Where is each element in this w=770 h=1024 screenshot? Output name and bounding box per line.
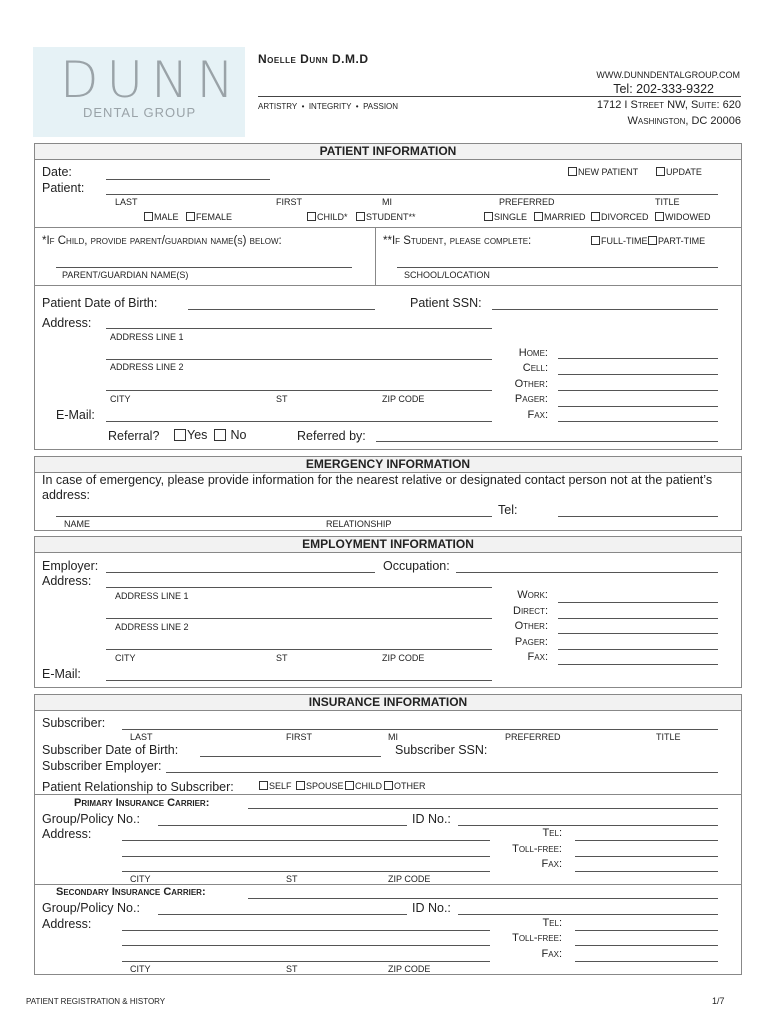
divider-vertical — [375, 228, 376, 285]
footer-title: PATIENT REGISTRATION & HISTORY — [26, 997, 166, 1006]
rel-other-checkbox[interactable]: OTHER — [384, 781, 426, 791]
checkbox-icon[interactable] — [655, 212, 664, 221]
checkbox-icon[interactable] — [307, 212, 316, 221]
secondary-address-line1-field[interactable] — [122, 930, 490, 931]
primary-tollfree-label: Toll-free: — [512, 843, 562, 855]
employment-address-label: Address: — [42, 574, 92, 588]
emergency-tel-field[interactable] — [558, 516, 718, 517]
new-patient-checkbox[interactable]: NEW PATIENT — [568, 167, 638, 177]
primary-carrier-field[interactable] — [248, 808, 718, 809]
referral-yes-checkbox[interactable]: Yes — [174, 428, 207, 442]
part-time-checkbox[interactable]: PART-TIME — [648, 236, 705, 246]
secondary-carrier-field[interactable] — [248, 898, 718, 899]
doctor-name: Noelle Dunn D.M.D — [258, 52, 369, 66]
subscriber-ssn-label: Subscriber SSN: — [395, 743, 488, 757]
zip-caption: ZIP CODE — [382, 394, 425, 404]
secondary-city-field[interactable] — [122, 961, 490, 962]
name-part-preferred: PREFERRED — [499, 197, 555, 207]
address-line1-field[interactable] — [106, 328, 492, 329]
checkbox-icon[interactable] — [186, 212, 195, 221]
employment-fax-label: Fax: — [527, 651, 548, 663]
checkbox-icon[interactable] — [345, 781, 354, 790]
update-checkbox[interactable]: UPDATE — [656, 167, 702, 177]
rel-child-checkbox[interactable]: CHILD — [345, 781, 382, 791]
employment-pager-field[interactable] — [558, 649, 718, 650]
website[interactable]: WWW.DUNNDENTALGROUP.COM — [596, 70, 740, 80]
primary-group-label: Group/Policy No.: — [42, 812, 140, 826]
secondary-id-field[interactable] — [458, 914, 718, 915]
primary-city-field[interactable] — [122, 871, 490, 872]
cell-field[interactable] — [558, 374, 718, 375]
referred-by-label: Referred by: — [297, 429, 366, 443]
secondary-fax-field[interactable] — [575, 961, 718, 962]
primary-st-caption: ST — [286, 874, 298, 884]
emergency-instructions: In case of emergency, please provide information for the nearest relative or designated contact person not at the patient’s address: — [42, 473, 713, 502]
checkbox-icon[interactable] — [484, 212, 493, 221]
secondary-zip-caption: ZIP CODE — [388, 964, 431, 974]
employment-st-caption: ST — [276, 653, 288, 663]
divider — [34, 227, 741, 228]
rel-spouse-checkbox[interactable]: SPOUSE — [296, 781, 344, 791]
dob-label: Patient Date of Birth: — [42, 296, 158, 310]
school-caption: SCHOOL/LOCATION — [404, 270, 490, 280]
secondary-carrier-label: Secondary Insurance Carrier: — [56, 886, 206, 898]
subscriber-label: Subscriber: — [42, 716, 106, 730]
primary-tel-field[interactable] — [575, 840, 718, 841]
child-note: *If Child, provide parent/guardian name(s) below: — [42, 235, 282, 247]
secondary-city-caption: CITY — [130, 964, 151, 974]
checkbox-icon[interactable] — [356, 212, 365, 221]
checkbox-icon[interactable] — [296, 781, 305, 790]
primary-address-label: Address: — [42, 827, 92, 841]
emergency-name-caption: NAME — [64, 519, 91, 529]
direct-field[interactable] — [558, 618, 718, 619]
address-line2-field[interactable] — [106, 359, 492, 360]
tagline: ARTISTRY • INTEGRITY • PASSION — [258, 102, 399, 111]
relationship-label: Patient Relationship to Subscriber: — [42, 780, 234, 794]
employer-label: Employer: — [42, 559, 99, 573]
guardian-field[interactable] — [56, 267, 352, 268]
employment-fax-field[interactable] — [558, 664, 718, 665]
referral-label: Referral? — [108, 429, 160, 443]
employment-address-line2-field[interactable] — [106, 618, 492, 619]
city-field[interactable] — [106, 390, 492, 391]
employment-city-caption: CITY — [115, 653, 136, 663]
employment-address-line1-field[interactable] — [106, 587, 492, 588]
secondary-st-caption: ST — [286, 964, 298, 974]
checkbox-icon[interactable] — [214, 429, 226, 441]
dob-field[interactable] — [188, 309, 375, 310]
patient-name-field[interactable] — [106, 194, 718, 195]
checkbox-icon[interactable] — [568, 167, 577, 176]
secondary-tollfree-label: Toll-free: — [512, 932, 562, 944]
primary-tel-label: Tel: — [542, 827, 562, 839]
subscriber-dob-label: Subscriber Date of Birth: — [42, 743, 179, 757]
secondary-address-line2-field[interactable] — [122, 945, 490, 946]
name-part-title: TITLE — [655, 197, 680, 207]
single-checkbox[interactable]: SINGLE — [484, 212, 527, 222]
sub-name-part-title: TITLE — [656, 732, 681, 742]
primary-group-field[interactable] — [158, 825, 407, 826]
rel-self-checkbox[interactable]: SELF — [259, 781, 292, 791]
home-label: Home: — [518, 347, 548, 359]
employment-other-field[interactable] — [558, 633, 718, 634]
guardian-caption: PARENT/GUARDIAN NAME(S) — [62, 270, 189, 280]
address-line-2: Washington, DC 20006 — [627, 115, 741, 127]
primary-tollfree-field[interactable] — [575, 856, 718, 857]
divider — [34, 285, 741, 286]
divorced-checkbox[interactable]: DIVORCED — [591, 212, 649, 222]
other-field[interactable] — [558, 390, 718, 391]
widowed-checkbox[interactable]: WIDOWED — [655, 212, 711, 222]
checkbox-icon[interactable] — [174, 429, 186, 441]
email-field[interactable] — [106, 421, 492, 422]
primary-fax-label: Fax: — [541, 858, 562, 870]
secondary-tollfree-field[interactable] — [575, 945, 718, 946]
city-caption: CITY — [110, 394, 131, 404]
patient-section-title: PATIENT INFORMATION — [34, 143, 742, 160]
employment-pager-label: Pager: — [514, 636, 548, 648]
secondary-tel-field[interactable] — [575, 930, 718, 931]
subscriber-employer-label: Subscriber Employer: — [42, 759, 162, 773]
student-note: **If Student, please complete: — [383, 235, 532, 247]
checkbox-icon[interactable] — [144, 212, 153, 221]
emergency-contact-field[interactable] — [56, 516, 492, 517]
insurance-section-title: INSURANCE INFORMATION — [34, 694, 742, 711]
emergency-tel-label: Tel: — [498, 503, 518, 517]
st-caption: ST — [276, 394, 288, 404]
divider — [34, 884, 741, 885]
fax-field[interactable] — [558, 421, 718, 422]
email-label: E-Mail: — [56, 408, 95, 422]
checkbox-icon[interactable] — [259, 781, 268, 790]
primary-fax-field[interactable] — [575, 871, 718, 872]
occupation-label: Occupation: — [383, 559, 450, 573]
pager-label: Pager: — [514, 393, 548, 405]
emergency-relationship-caption: RELATIONSHIP — [326, 519, 392, 529]
address-line-1: 1712 I Street NW, Suite: 620 — [596, 99, 741, 111]
checkbox-icon[interactable] — [648, 236, 657, 245]
work-label: Work: — [517, 589, 548, 601]
sub-name-part-mi: MI — [388, 732, 398, 742]
work-field[interactable] — [558, 602, 718, 603]
employment-zip-caption: ZIP CODE — [382, 653, 425, 663]
date-field[interactable] — [106, 179, 270, 180]
referral-no-checkbox[interactable]: No — [214, 428, 246, 442]
address-line1-caption: ADDRESS LINE 1 — [110, 332, 184, 342]
secondary-address-label: Address: — [42, 917, 92, 931]
employment-city-field[interactable] — [106, 649, 492, 650]
address-line2-caption: ADDRESS LINE 2 — [110, 362, 184, 372]
full-time-checkbox[interactable]: FULL-TIME — [591, 236, 648, 246]
name-part-last: LAST — [115, 197, 138, 207]
patient-label: Patient: — [42, 181, 85, 195]
primary-address-line1-field[interactable] — [122, 840, 490, 841]
secondary-tel-label: Tel: — [542, 917, 562, 929]
checkbox-icon[interactable] — [656, 167, 665, 176]
occupation-field[interactable] — [456, 572, 718, 573]
secondary-group-field[interactable] — [158, 914, 407, 915]
primary-city-caption: CITY — [130, 874, 151, 884]
referred-by-field[interactable] — [376, 441, 718, 442]
student-checkbox[interactable]: STUDENT** — [356, 212, 416, 222]
subscriber-employer-field[interactable] — [166, 772, 718, 773]
other-label: Other: — [514, 378, 548, 390]
secondary-fax-label: Fax: — [541, 948, 562, 960]
employment-address-line1-caption: ADDRESS LINE 1 — [115, 591, 189, 601]
primary-id-field[interactable] — [458, 825, 718, 826]
logo-block — [33, 47, 245, 137]
address-label: Address: — [42, 316, 92, 330]
married-checkbox[interactable]: MARRIED — [534, 212, 586, 222]
emergency-section-title: EMERGENCY INFORMATION — [34, 456, 742, 473]
cell-label: Cell: — [522, 362, 548, 374]
checkbox-icon[interactable] — [384, 781, 393, 790]
employment-other-label: Other: — [514, 620, 548, 632]
fax-label: Fax: — [527, 409, 548, 421]
divider — [34, 794, 741, 795]
primary-zip-caption: ZIP CODE — [388, 874, 431, 884]
employment-email-field[interactable] — [106, 680, 492, 681]
employer-field[interactable] — [106, 572, 375, 573]
home-field[interactable] — [558, 358, 718, 359]
sub-name-part-first: FIRST — [286, 732, 312, 742]
school-field[interactable] — [397, 267, 718, 268]
employment-address-line2-caption: ADDRESS LINE 2 — [115, 622, 189, 632]
name-part-first: FIRST — [276, 197, 302, 207]
employment-email-label: E-Mail: — [42, 667, 81, 681]
subscriber-field[interactable] — [122, 729, 718, 730]
sub-name-part-preferred: PREFERRED — [505, 732, 561, 742]
secondary-id-label: ID No.: — [412, 901, 451, 915]
primary-carrier-label: Primary Insurance Carrier: — [74, 797, 210, 809]
date-label: Date: — [42, 165, 72, 179]
pager-field[interactable] — [558, 406, 718, 407]
sub-name-part-last: LAST — [130, 732, 153, 742]
page-number: 1/7 — [712, 996, 725, 1006]
logo-sub: DENTAL GROUP — [83, 105, 197, 120]
logo-word: DUNN — [60, 51, 242, 109]
ssn-field[interactable] — [492, 309, 718, 310]
checkbox-icon[interactable] — [591, 212, 600, 221]
checkbox-icon[interactable] — [534, 212, 543, 221]
direct-label: Direct: — [513, 605, 548, 617]
primary-address-line2-field[interactable] — [122, 856, 490, 857]
male-checkbox[interactable]: MALE — [144, 212, 179, 222]
female-checkbox[interactable]: FEMALE — [186, 212, 232, 222]
ssn-label: Patient SSN: — [410, 296, 482, 310]
primary-id-label: ID No.: — [412, 812, 451, 826]
child-checkbox[interactable]: CHILD* — [307, 212, 348, 222]
secondary-group-label: Group/Policy No.: — [42, 901, 140, 915]
checkbox-icon[interactable] — [591, 236, 600, 245]
subscriber-dob-field[interactable] — [200, 756, 381, 757]
header-rule — [258, 96, 741, 97]
employment-section-title: EMPLOYMENT INFORMATION — [34, 536, 742, 553]
name-part-mi: MI — [382, 197, 392, 207]
phone: Tel: 202-333-9322 — [613, 82, 714, 96]
